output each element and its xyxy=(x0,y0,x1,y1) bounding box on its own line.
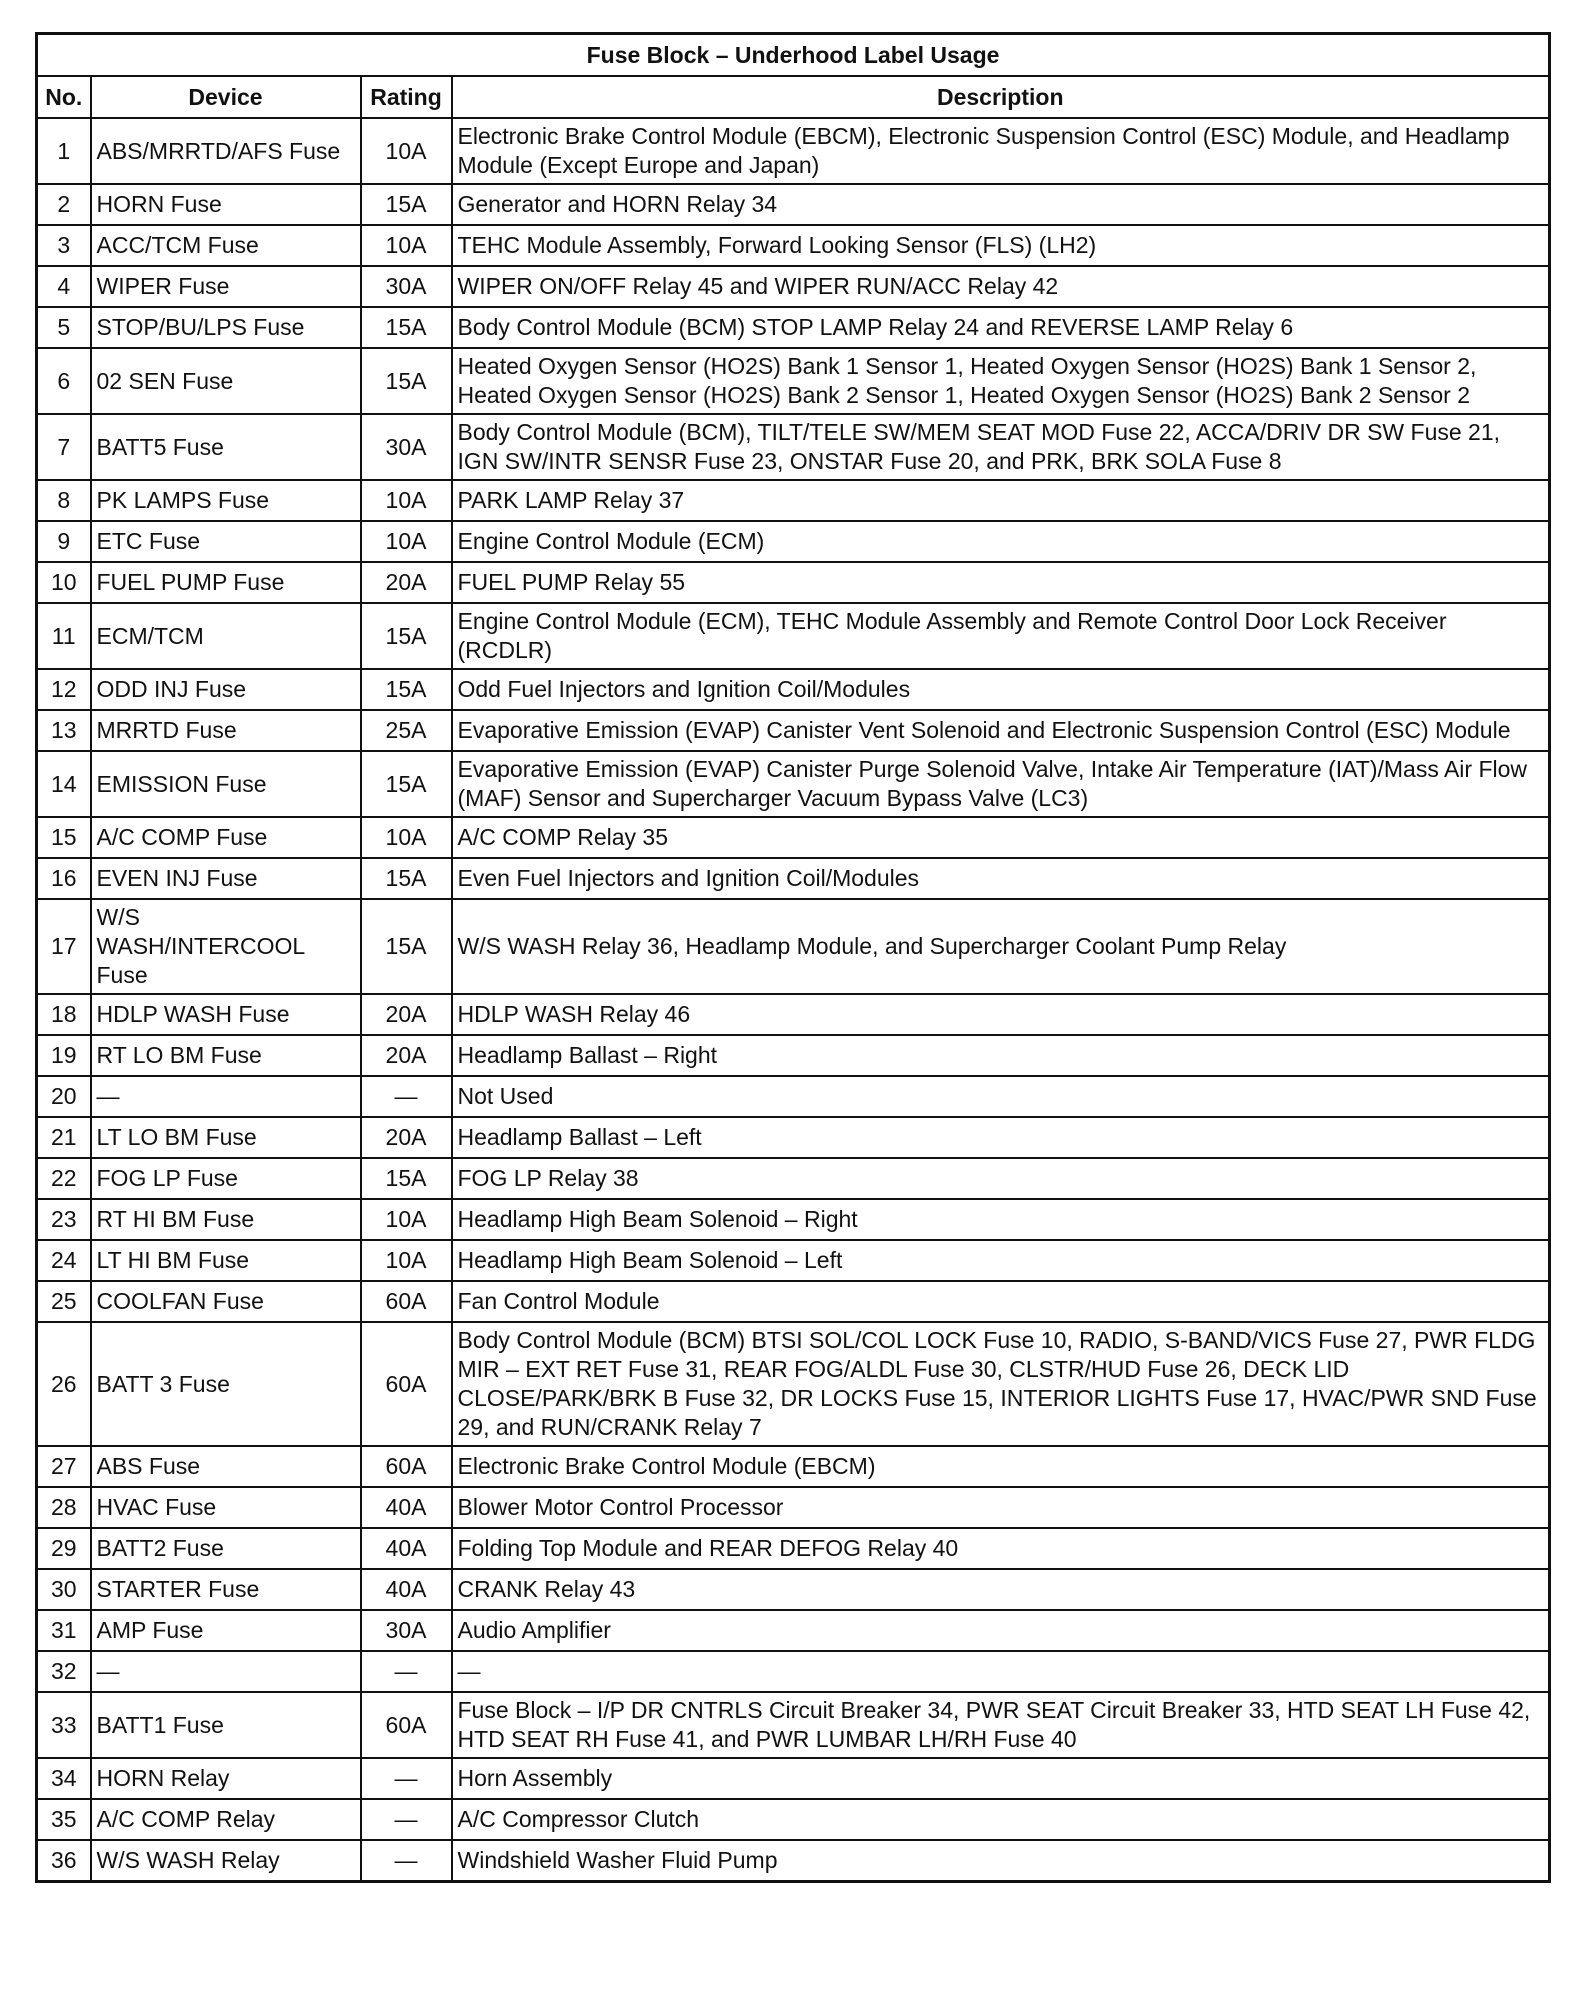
cell-rating: 10A xyxy=(361,1240,452,1281)
cell-no: 13 xyxy=(37,710,91,751)
cell-description: Generator and HORN Relay 34 xyxy=(452,184,1550,225)
cell-device: AMP Fuse xyxy=(91,1610,361,1651)
cell-rating: 40A xyxy=(361,1487,452,1528)
cell-rating: 15A xyxy=(361,899,452,994)
table-row xyxy=(37,414,1550,480)
cell-rating: 10A xyxy=(361,480,452,521)
cell-rating: 10A xyxy=(361,817,452,858)
cell-no: 29 xyxy=(37,1528,91,1569)
cell-device: BATT1 Fuse xyxy=(91,1692,361,1758)
cell-device: HORN Fuse xyxy=(91,184,361,225)
cell-description: Headlamp Ballast – Right xyxy=(452,1035,1550,1076)
cell-device: ABS Fuse xyxy=(91,1446,361,1487)
table-row xyxy=(37,184,1550,225)
cell-no: 25 xyxy=(37,1281,91,1322)
cell-rating: — xyxy=(361,1076,452,1117)
cell-description: A/C COMP Relay 35 xyxy=(452,817,1550,858)
cell-device: BATT2 Fuse xyxy=(91,1528,361,1569)
table-body xyxy=(37,118,1550,1881)
cell-description: — xyxy=(452,1651,1550,1692)
cell-device: ACC/TCM Fuse xyxy=(91,225,361,266)
cell-description: Even Fuel Injectors and Ignition Coil/Modules xyxy=(452,858,1550,899)
cell-device: HORN Relay xyxy=(91,1758,361,1799)
cell-device: ETC Fuse xyxy=(91,521,361,562)
cell-description: Horn Assembly xyxy=(452,1758,1550,1799)
cell-description: Blower Motor Control Processor xyxy=(452,1487,1550,1528)
cell-description: Evaporative Emission (EVAP) Canister Vent Solenoid and Electronic Suspension Control (ESC) Module xyxy=(452,710,1550,751)
cell-rating: 10A xyxy=(361,118,452,184)
cell-rating: 60A xyxy=(361,1692,452,1758)
table-header-row xyxy=(37,76,1550,118)
table-row xyxy=(37,307,1550,348)
cell-rating: 15A xyxy=(361,669,452,710)
cell-description: Engine Control Module (ECM), TEHC Module Assembly and Remote Control Door Lock Receiver (RCDLR) xyxy=(452,603,1550,669)
cell-description: PARK LAMP Relay 37 xyxy=(452,480,1550,521)
cell-description: Folding Top Module and REAR DEFOG Relay 40 xyxy=(452,1528,1550,1569)
cell-description: Evaporative Emission (EVAP) Canister Purge Solenoid Valve, Intake Air Temperature (IAT)/Mass Air Flow (MAF) Sensor and Supercharger Vacuum Bypass Valve (LC3) xyxy=(452,751,1550,817)
table-row xyxy=(37,1840,1550,1881)
cell-rating: 20A xyxy=(361,1117,452,1158)
cell-no: 16 xyxy=(37,858,91,899)
cell-no: 10 xyxy=(37,562,91,603)
cell-no: 24 xyxy=(37,1240,91,1281)
cell-device: HVAC Fuse xyxy=(91,1487,361,1528)
cell-rating: 20A xyxy=(361,1035,452,1076)
cell-description: WIPER ON/OFF Relay 45 and WIPER RUN/ACC Relay 42 xyxy=(452,266,1550,307)
header-no: No. xyxy=(37,76,91,118)
cell-device: — xyxy=(91,1651,361,1692)
cell-rating: 10A xyxy=(361,1199,452,1240)
fuse-table-sheet xyxy=(35,32,1548,1883)
cell-device: EVEN INJ Fuse xyxy=(91,858,361,899)
cell-no: 12 xyxy=(37,669,91,710)
cell-device: FOG LP Fuse xyxy=(91,1158,361,1199)
cell-rating: 20A xyxy=(361,562,452,603)
table-row xyxy=(37,1610,1550,1651)
table-row xyxy=(37,1281,1550,1322)
table-title-row xyxy=(37,34,1550,77)
table-row xyxy=(37,669,1550,710)
table-row xyxy=(37,521,1550,562)
cell-rating: 20A xyxy=(361,994,452,1035)
cell-description: Electronic Brake Control Module (EBCM) xyxy=(452,1446,1550,1487)
cell-no: 35 xyxy=(37,1799,91,1840)
table-row xyxy=(37,480,1550,521)
cell-rating: — xyxy=(361,1840,452,1881)
cell-rating: 30A xyxy=(361,1610,452,1651)
cell-description: HDLP WASH Relay 46 xyxy=(452,994,1550,1035)
cell-no: 11 xyxy=(37,603,91,669)
table-row xyxy=(37,1076,1550,1117)
cell-rating: — xyxy=(361,1799,452,1840)
cell-no: 33 xyxy=(37,1692,91,1758)
cell-device: MRRTD Fuse xyxy=(91,710,361,751)
cell-no: 14 xyxy=(37,751,91,817)
cell-device: RT HI BM Fuse xyxy=(91,1199,361,1240)
cell-no: 7 xyxy=(37,414,91,480)
table-row xyxy=(37,1035,1550,1076)
cell-no: 19 xyxy=(37,1035,91,1076)
table-row xyxy=(37,1240,1550,1281)
table-row xyxy=(37,1446,1550,1487)
table-row xyxy=(37,1117,1550,1158)
cell-no: 28 xyxy=(37,1487,91,1528)
table-row xyxy=(37,858,1550,899)
cell-no: 23 xyxy=(37,1199,91,1240)
cell-rating: — xyxy=(361,1651,452,1692)
cell-no: 22 xyxy=(37,1158,91,1199)
table-row xyxy=(37,1322,1550,1446)
table-row xyxy=(37,1487,1550,1528)
cell-description: Heated Oxygen Sensor (HO2S) Bank 1 Sensor 1, Heated Oxygen Sensor (HO2S) Bank 1 Sensor 2, Heated Oxygen Sensor (HO2S) Bank 2 Sensor 1, Heated Oxygen Sensor (HO2S) Bank 2 Sensor 2 xyxy=(452,348,1550,414)
cell-device: STOP/BU/LPS Fuse xyxy=(91,307,361,348)
cell-description: Audio Amplifier xyxy=(452,1610,1550,1651)
cell-rating: 60A xyxy=(361,1446,452,1487)
cell-device: 02 SEN Fuse xyxy=(91,348,361,414)
cell-device: W/S WASH/INTERCOOL Fuse xyxy=(91,899,361,994)
cell-description: W/S WASH Relay 36, Headlamp Module, and Supercharger Coolant Pump Relay xyxy=(452,899,1550,994)
table-row xyxy=(37,562,1550,603)
cell-device: STARTER Fuse xyxy=(91,1569,361,1610)
cell-no: 27 xyxy=(37,1446,91,1487)
cell-rating: 15A xyxy=(361,1158,452,1199)
table-row xyxy=(37,118,1550,184)
cell-device: ECM/TCM xyxy=(91,603,361,669)
table-row xyxy=(37,710,1550,751)
cell-no: 30 xyxy=(37,1569,91,1610)
cell-description: CRANK Relay 43 xyxy=(452,1569,1550,1610)
table-row xyxy=(37,1692,1550,1758)
cell-no: 32 xyxy=(37,1651,91,1692)
cell-no: 20 xyxy=(37,1076,91,1117)
cell-rating: 30A xyxy=(361,414,452,480)
table-row xyxy=(37,751,1550,817)
cell-no: 34 xyxy=(37,1758,91,1799)
cell-rating: — xyxy=(361,1758,452,1799)
cell-rating: 25A xyxy=(361,710,452,751)
cell-rating: 30A xyxy=(361,266,452,307)
header-rating: Rating xyxy=(361,76,452,118)
cell-device: LT HI BM Fuse xyxy=(91,1240,361,1281)
cell-rating: 60A xyxy=(361,1281,452,1322)
table-row xyxy=(37,1799,1550,1840)
table-row xyxy=(37,348,1550,414)
table-row xyxy=(37,994,1550,1035)
cell-rating: 15A xyxy=(361,307,452,348)
cell-device: FUEL PUMP Fuse xyxy=(91,562,361,603)
table-row xyxy=(37,225,1550,266)
cell-rating: 40A xyxy=(361,1528,452,1569)
cell-device: EMISSION Fuse xyxy=(91,751,361,817)
cell-no: 8 xyxy=(37,480,91,521)
cell-rating: 15A xyxy=(361,858,452,899)
cell-device: COOLFAN Fuse xyxy=(91,1281,361,1322)
cell-description: Headlamp High Beam Solenoid – Left xyxy=(452,1240,1550,1281)
cell-description: Headlamp Ballast – Left xyxy=(452,1117,1550,1158)
cell-no: 2 xyxy=(37,184,91,225)
header-description: Description xyxy=(452,76,1550,118)
cell-no: 3 xyxy=(37,225,91,266)
table-row xyxy=(37,817,1550,858)
cell-device: ABS/MRRTD/AFS Fuse xyxy=(91,118,361,184)
cell-description: Fan Control Module xyxy=(452,1281,1550,1322)
cell-no: 5 xyxy=(37,307,91,348)
cell-device: BATT 3 Fuse xyxy=(91,1322,361,1446)
cell-rating: 10A xyxy=(361,521,452,562)
table-row xyxy=(37,1651,1550,1692)
cell-description: Headlamp High Beam Solenoid – Right xyxy=(452,1199,1550,1240)
cell-device: BATT5 Fuse xyxy=(91,414,361,480)
cell-no: 6 xyxy=(37,348,91,414)
cell-description: A/C Compressor Clutch xyxy=(452,1799,1550,1840)
table-row xyxy=(37,1758,1550,1799)
cell-rating: 60A xyxy=(361,1322,452,1446)
table-row xyxy=(37,603,1550,669)
cell-device: LT LO BM Fuse xyxy=(91,1117,361,1158)
cell-no: 31 xyxy=(37,1610,91,1651)
table-row xyxy=(37,1528,1550,1569)
cell-no: 17 xyxy=(37,899,91,994)
table-row xyxy=(37,1158,1550,1199)
cell-description: Not Used xyxy=(452,1076,1550,1117)
cell-description: Windshield Washer Fluid Pump xyxy=(452,1840,1550,1881)
cell-device: PK LAMPS Fuse xyxy=(91,480,361,521)
cell-description: FUEL PUMP Relay 55 xyxy=(452,562,1550,603)
cell-no: 26 xyxy=(37,1322,91,1446)
cell-device: W/S WASH Relay xyxy=(91,1840,361,1881)
cell-no: 15 xyxy=(37,817,91,858)
cell-rating: 40A xyxy=(361,1569,452,1610)
cell-description: Body Control Module (BCM) BTSI SOL/COL LOCK Fuse 10, RADIO, S-BAND/VICS Fuse 27, PWR FLDG MIR – EXT RET Fuse 31, REAR FOG/ALDL Fuse 30, CLSTR/HUD Fuse 26, DECK LID CLOSE/PARK/BRK B Fuse 32, DR LOCKS Fuse 15, INTERIOR LIGHTS Fuse 17, HVAC/PWR SND Fuse 29, and RUN/CRANK Relay 7 xyxy=(452,1322,1550,1446)
table-row xyxy=(37,1199,1550,1240)
fuse-usage-table xyxy=(35,32,1551,1883)
table-row xyxy=(37,899,1550,994)
cell-device: WIPER Fuse xyxy=(91,266,361,307)
cell-no: 21 xyxy=(37,1117,91,1158)
header-device: Device xyxy=(91,76,361,118)
cell-rating: 15A xyxy=(361,751,452,817)
cell-description: FOG LP Relay 38 xyxy=(452,1158,1550,1199)
cell-no: 36 xyxy=(37,1840,91,1881)
cell-description: Electronic Brake Control Module (EBCM), Electronic Suspension Control (ESC) Module, and Headlamp Module (Except Europe and Japan) xyxy=(452,118,1550,184)
cell-device: — xyxy=(91,1076,361,1117)
cell-description: Engine Control Module (ECM) xyxy=(452,521,1550,562)
cell-device: ODD INJ Fuse xyxy=(91,669,361,710)
cell-rating: 15A xyxy=(361,603,452,669)
table-row xyxy=(37,1569,1550,1610)
cell-device: A/C COMP Relay xyxy=(91,1799,361,1840)
cell-description: Fuse Block – I/P DR CNTRLS Circuit Breaker 34, PWR SEAT Circuit Breaker 33, HTD SEAT LH Fuse 42, HTD SEAT RH Fuse 41, and PWR LUMBAR LH/RH Fuse 40 xyxy=(452,1692,1550,1758)
cell-no: 9 xyxy=(37,521,91,562)
table-title: Fuse Block – Underhood Label Usage xyxy=(37,34,1550,77)
cell-no: 18 xyxy=(37,994,91,1035)
cell-device: RT LO BM Fuse xyxy=(91,1035,361,1076)
cell-no: 4 xyxy=(37,266,91,307)
cell-description: Odd Fuel Injectors and Ignition Coil/Modules xyxy=(452,669,1550,710)
cell-description: Body Control Module (BCM), TILT/TELE SW/MEM SEAT MOD Fuse 22, ACCA/DRIV DR SW Fuse 21, IGN SW/INTR SENSR Fuse 23, ONSTAR Fuse 20, and PRK, BRK SOLA Fuse 8 xyxy=(452,414,1550,480)
cell-rating: 15A xyxy=(361,348,452,414)
table-row xyxy=(37,266,1550,307)
cell-no: 1 xyxy=(37,118,91,184)
cell-rating: 15A xyxy=(361,184,452,225)
cell-description: Body Control Module (BCM) STOP LAMP Relay 24 and REVERSE LAMP Relay 6 xyxy=(452,307,1550,348)
cell-description: TEHC Module Assembly, Forward Looking Sensor (FLS) (LH2) xyxy=(452,225,1550,266)
cell-rating: 10A xyxy=(361,225,452,266)
cell-device: HDLP WASH Fuse xyxy=(91,994,361,1035)
cell-device: A/C COMP Fuse xyxy=(91,817,361,858)
